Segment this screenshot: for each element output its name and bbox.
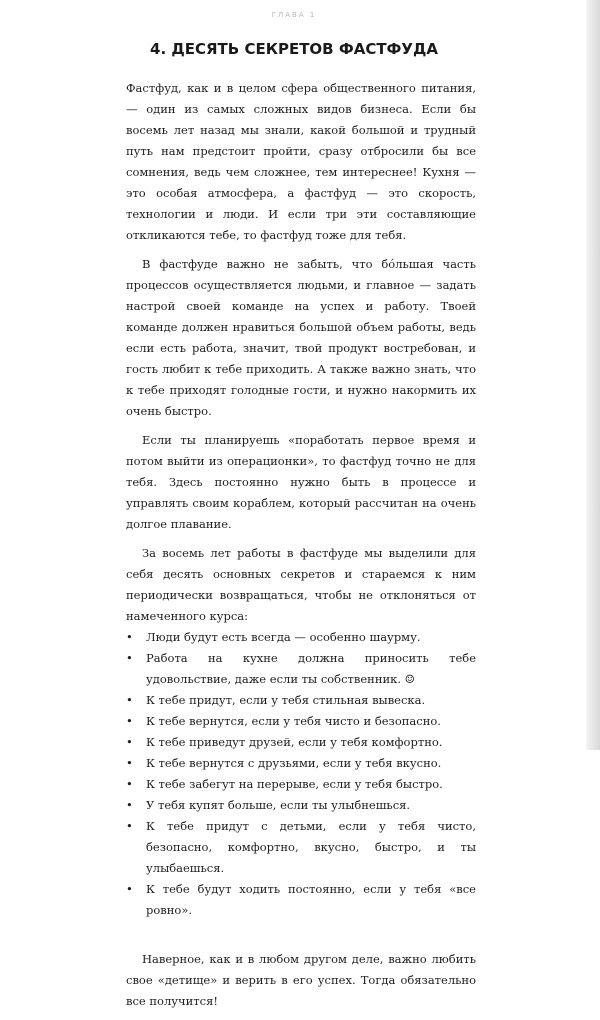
bullet-icon: • <box>126 756 133 770</box>
list-item-text: К тебе придут, если у тебя стильная вывеска. <box>146 693 426 707</box>
list-item-text: К тебе вернутся с друзьями, если у тебя вкусно. <box>146 756 442 770</box>
list-item <box>126 648 476 690</box>
closing-paragraph: Наверное, как и в любом другом деле, важно любить свое «детище» и верить в его успех. Тогда обязательно все получится! <box>126 952 476 1008</box>
list-item <box>126 627 476 648</box>
bullet-icon: • <box>126 714 133 728</box>
paragraph: В фастфуде важно не забыть, что бóльшая часть процессов осуществляется людьми, и главное — задать настрой своей команде на успех и работу. Твоей команде должен нравиться большой объем работы, ведь если есть работа, значит, твой продукт востребован, и гость любит к тебе приходить. А также важно знать, что к тебе приходят голодные гости, и нужно накормить их очень быстро. <box>126 257 476 418</box>
running-head: ГЛАВА 1 <box>271 11 317 19</box>
list-item-text: К тебе придут с детьми, если у тебя чисто, безопасно, комфортно, вкусно, быстро, и ты улыбаешься. <box>146 819 476 875</box>
paragraph: Если ты планируешь «поработать первое время и потом выйти из операционки», то фастфуд точно не для тебя. Здесь постоянно нужно быть в процессе и управлять своим кораблем, который рассчитан на очень долгое плавание. <box>126 433 476 531</box>
list-item-text: К тебе будут ходить постоянно, если у тебя «все ровно». <box>146 882 476 917</box>
list-item <box>126 816 476 879</box>
list-item <box>126 753 476 774</box>
paragraph: Фастфуд, как и в целом сфера общественного питания, — один из самых сложных видов бизнеса. Если бы восемь лет назад мы знали, какой большой и трудный путь нам предстоит пройти, сразу отбросили бы все сомнения, ведь чем сложнее, тем интереснее! Кухня — это особая атмосфера, а фастфуд — это скорость, технологии и люди. И если три эти составляющие откликаются тебе, то фастфуд тоже для тебя. <box>126 81 476 242</box>
bullet-icon: • <box>126 798 133 812</box>
bullet-icon: • <box>126 693 133 707</box>
body-text <box>126 78 476 1020</box>
secrets-list <box>126 627 476 921</box>
list-item <box>126 690 476 711</box>
list-item-text: К тебе приведут друзей, если у тебя комфортно. <box>146 735 443 749</box>
bullet-icon: • <box>126 882 133 896</box>
list-item <box>126 795 476 816</box>
paragraph: За восемь лет работы в фастфуде мы выделили для себя десять основных секретов и стараемся к ним периодически возвращаться, чтобы не отклоняться от намеченного курса: <box>126 546 476 623</box>
bullet-icon: • <box>126 630 133 644</box>
page-edge <box>586 0 600 750</box>
list-item-text: У тебя купят больше, если ты улыбнешься. <box>146 798 411 812</box>
bullet-icon: • <box>126 777 133 791</box>
bullet-icon: • <box>126 819 133 833</box>
list-item <box>126 711 476 732</box>
list-item-text: Люди будут есть всегда — особенно шаурму. <box>146 630 421 644</box>
list-item <box>126 879 476 921</box>
list-item <box>126 774 476 795</box>
list-item-text: Работа на кухне должна приносить тебе удовольствие, даже если ты собственник. ☺ <box>146 651 476 686</box>
list-item-text: К тебе вернутся, если у тебя чисто и безопасно. <box>146 714 441 728</box>
list-item-text: К тебе забегут на перерыве, если у тебя быстро. <box>146 777 443 791</box>
bullet-icon: • <box>126 651 133 665</box>
chapter-title: 4. ДЕСЯТЬ СЕКРЕТОВ ФАСТФУДА <box>150 40 438 58</box>
bullet-icon: • <box>126 735 133 749</box>
